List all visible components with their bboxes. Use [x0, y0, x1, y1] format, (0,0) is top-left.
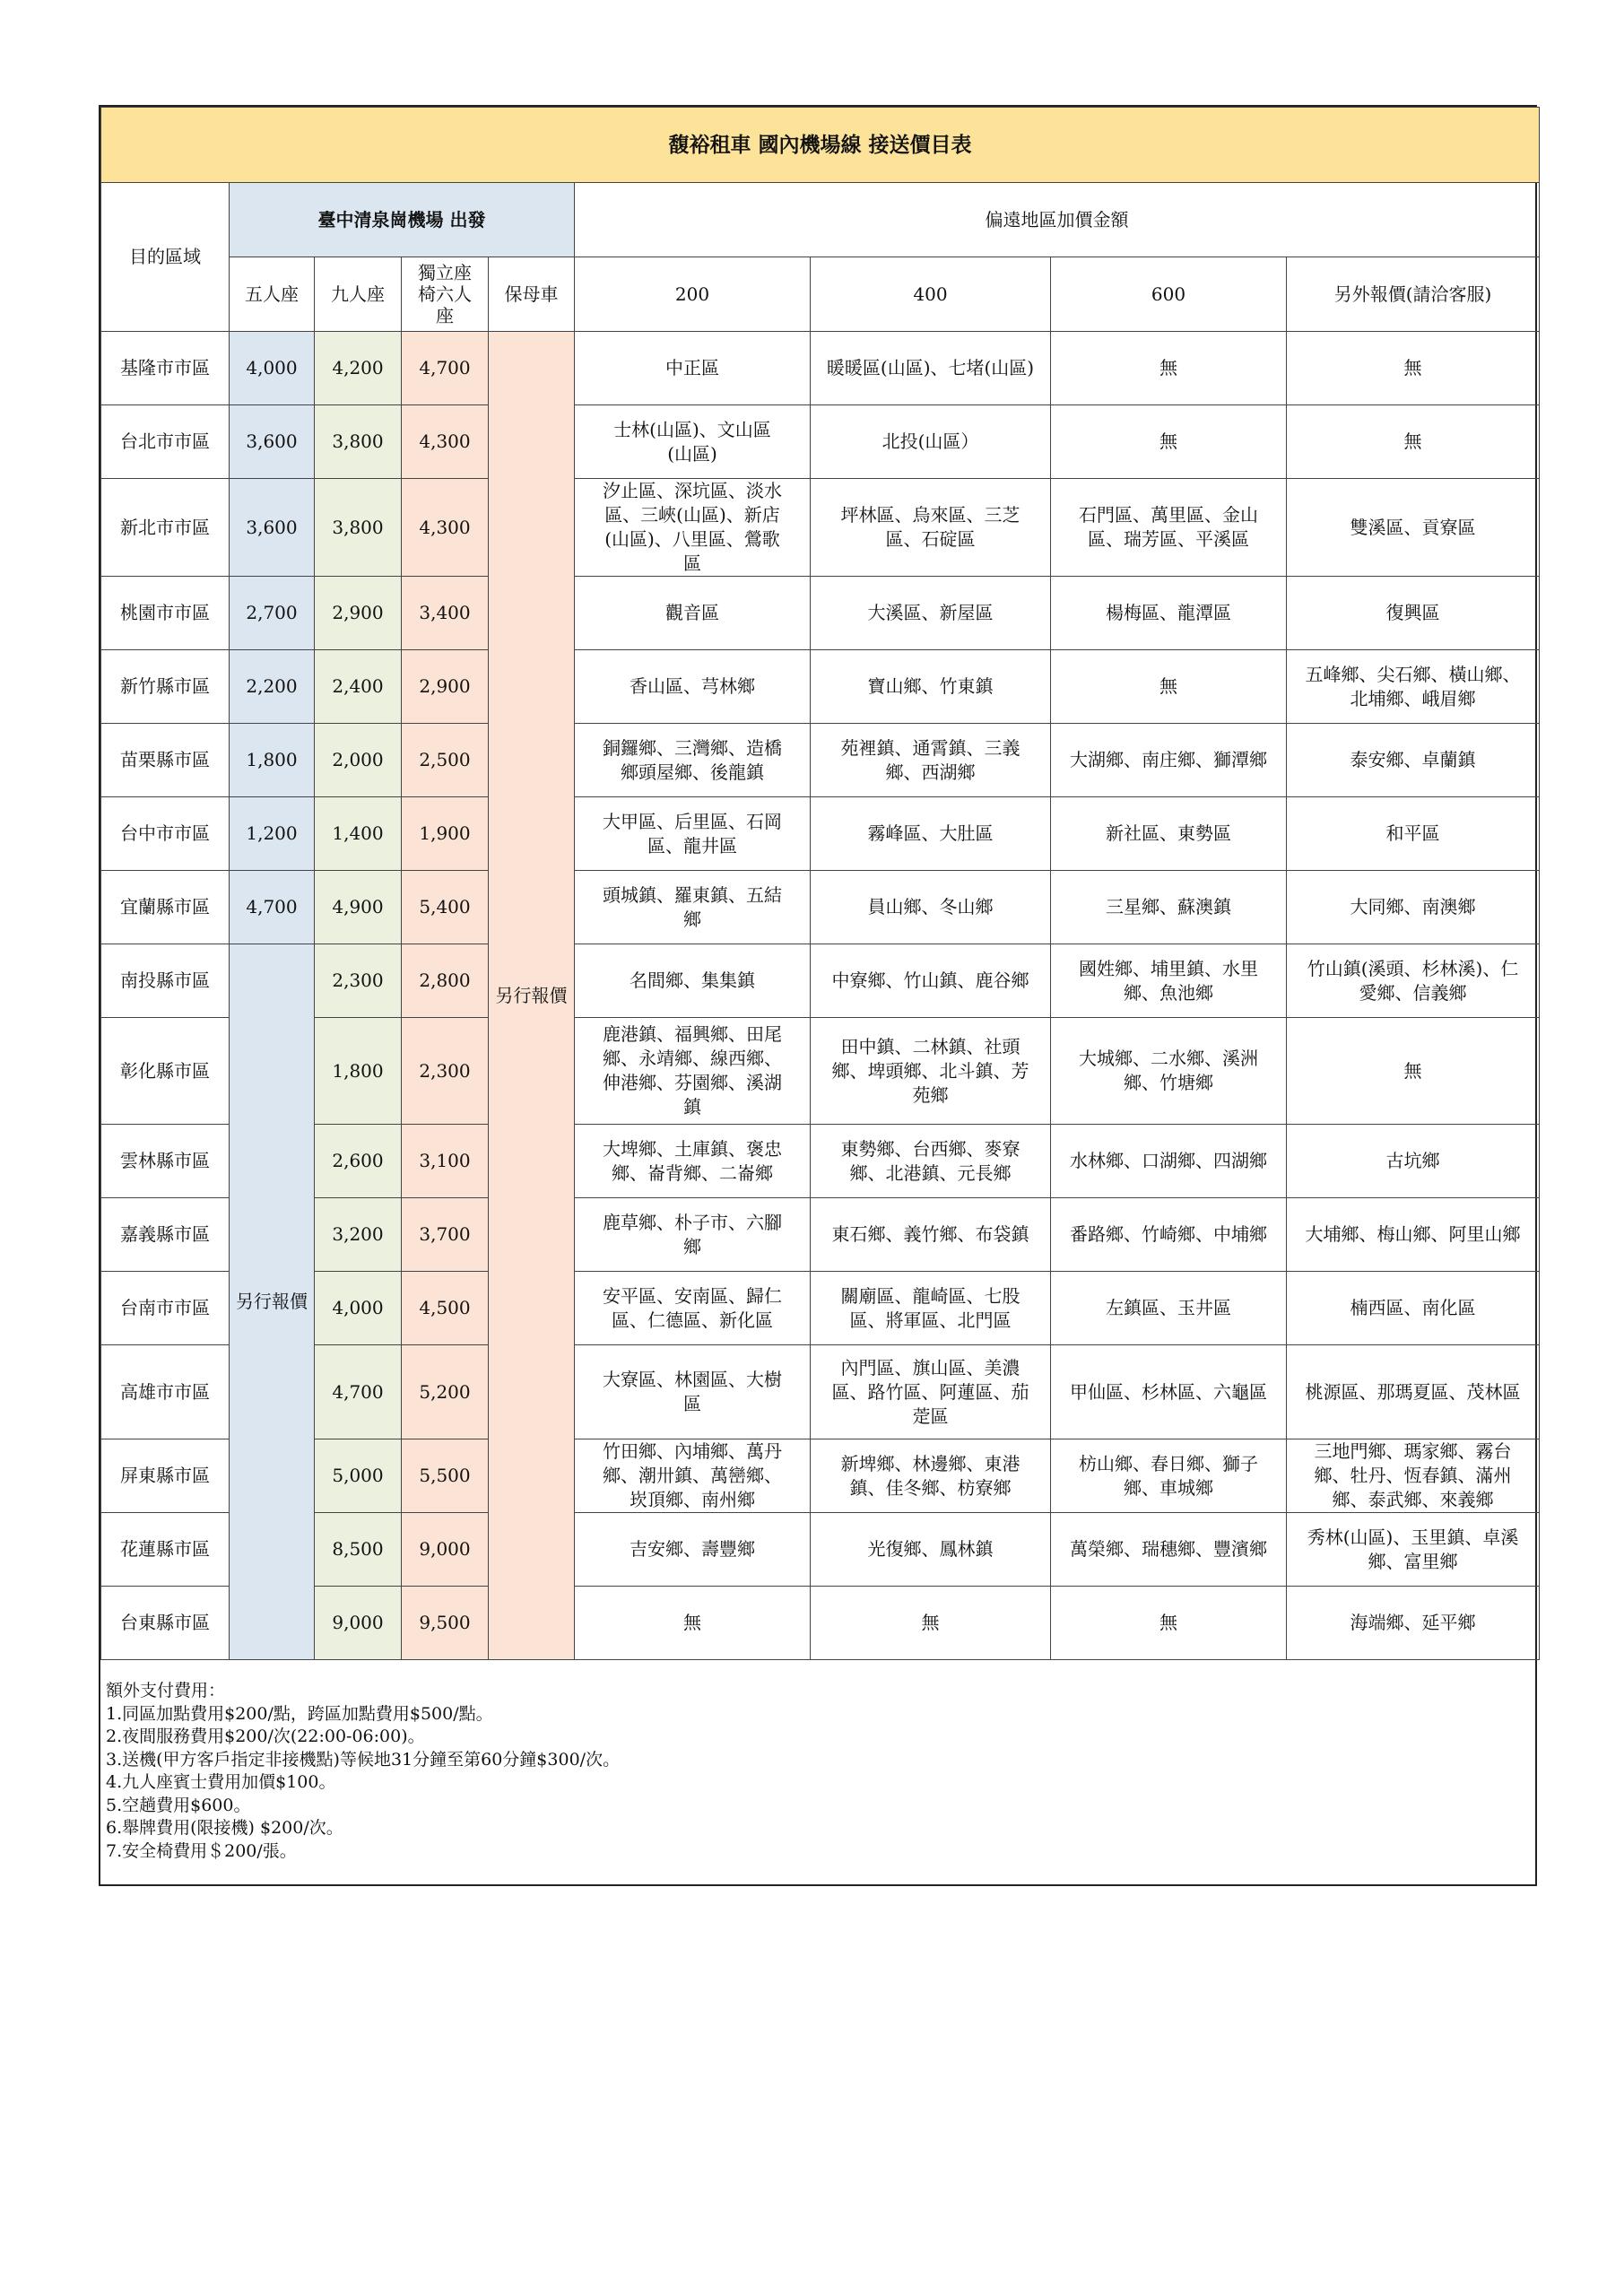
table-row [101, 1018, 1540, 1125]
seat-nine-header: 九人座 [315, 257, 402, 332]
region-cell: 雲林縣市區 [101, 1125, 230, 1198]
tier-600-cell [1051, 479, 1287, 577]
tier-200-cell-text: 鹿草鄉、朴子市、六腳鄉 [603, 1211, 782, 1257]
tier-600-cell-text: 無 [1159, 675, 1177, 697]
tier-600-cell-text: 新社區、東勢區 [1106, 822, 1231, 844]
tier-other-cell-text: 大埔鄉、梅山鄉、阿里山鄉 [1305, 1223, 1521, 1245]
tier-other-cell-text: 古坑鄉 [1385, 1150, 1440, 1171]
six-seat-price: 5,500 [402, 1439, 489, 1513]
tier-400-cell-text: 員山鄉、冬山鄉 [867, 896, 994, 918]
tier-other-cell [1287, 724, 1540, 797]
tier-400-cell [811, 1198, 1051, 1272]
note-item: 7.安全椅費用＄200/張。 [106, 1840, 297, 1861]
table-row [101, 944, 1540, 1018]
tier-600-cell [1051, 1018, 1287, 1125]
nine-seat-price: 2,600 [315, 1125, 402, 1198]
tier-other-cell [1287, 479, 1540, 577]
table-row [101, 1587, 1540, 1660]
tier-other-cell [1287, 797, 1540, 871]
seat-six-header [402, 257, 489, 332]
tier-400-cell-text: 田中鎮、二林鎮、社頭鄉、埤頭鄉、北斗鎮、芳苑鄉 [831, 1035, 1029, 1106]
tier-other-cell [1287, 871, 1540, 944]
table-row [101, 1272, 1540, 1345]
tier-600-cell-text: 楊梅區、龍潭區 [1106, 602, 1231, 623]
six-seat-price: 2,800 [402, 944, 489, 1018]
tier-200-cell-text: 大埤鄉、土庫鎮、褒忠鄉、崙背鄉、二崙鄉 [603, 1137, 782, 1184]
tier-200-cell [575, 1587, 811, 1660]
tier-400-cell-text: 苑裡鎮、通霄鎮、三義鄉、西湖鄉 [840, 736, 1020, 783]
tier-400-cell-text: 無 [921, 1612, 940, 1633]
tier-other-cell-text: 無 [1403, 357, 1422, 378]
tier-400-cell [811, 944, 1051, 1018]
tier-other-cell-text: 海端鄉、延平鄉 [1350, 1612, 1476, 1633]
price-table [100, 107, 1540, 1660]
six-seat-price: 9,000 [402, 1513, 489, 1587]
tier-other-cell-text: 楠西區、南化區 [1350, 1297, 1476, 1318]
nine-seat-price: 4,700 [315, 1345, 402, 1439]
tier-other-cell [1287, 577, 1540, 650]
note-item: 1.同區加點費用$200/點，跨區加點費用$500/點。 [106, 1703, 493, 1724]
tier-200-cell-text: 士林(山區)、文山區(山區) [613, 418, 771, 465]
region-cell: 花蓮縣市區 [101, 1513, 230, 1587]
tier-200-cell [575, 479, 811, 577]
nine-seat-price: 8,500 [315, 1513, 402, 1587]
tier-400-cell-text: 東勢鄉、台西鄉、麥寮鄉、北港鎮、元長鄉 [840, 1137, 1020, 1184]
tier-400-cell-text: 寶山鄉、竹東鎮 [867, 675, 994, 697]
tier-other-cell-text: 秀林(山區)、玉里鎮、卓溪鄉、富里鄉 [1307, 1526, 1519, 1572]
table-row [101, 577, 1540, 650]
extra-fees-notes [100, 1660, 1535, 1884]
region-cell: 基隆市市區 [101, 332, 230, 405]
tier-400-cell [811, 797, 1051, 871]
tier-other-cell-text: 復興區 [1385, 602, 1440, 623]
tier-other-cell-text: 桃源區、那瑪夏區、茂林區 [1305, 1380, 1521, 1403]
tier-other-header: 另外報價(請洽客服) [1287, 257, 1540, 332]
six-seat-price: 3,100 [402, 1125, 489, 1198]
nine-seat-price: 2,900 [315, 577, 402, 650]
nine-seat-price: 9,000 [315, 1587, 402, 1660]
nine-seat-price: 3,200 [315, 1198, 402, 1272]
five-seat-price: 2,200 [230, 650, 315, 724]
region-cell: 彰化縣市區 [101, 1018, 230, 1125]
tier-200-cell-text: 觀音區 [665, 602, 719, 623]
tier-400-cell-text: 中寮鄉、竹山鎮、鹿谷鄉 [831, 970, 1029, 991]
tier-400-cell [811, 650, 1051, 724]
five-seat-price: 1,200 [230, 797, 315, 871]
origin-header: 臺中清泉崗機場 出發 [230, 183, 575, 257]
tier-200-cell-text: 銅鑼鄉、三灣鄉、造橋鄉頭屋鄉、後龍鎮 [603, 736, 782, 783]
tier-other-cell [1287, 332, 1540, 405]
table-row [101, 650, 1540, 724]
table-row [101, 405, 1540, 479]
tier-400-cell-text: 新埤鄉、林邊鄉、東港鎮、佳冬鄉、枋寮鄉 [840, 1452, 1020, 1499]
six-seat-price: 4,300 [402, 405, 489, 479]
surcharge-header: 偏遠地區加價金額 [575, 183, 1540, 257]
note-item: 3.送機(甲方客戶指定非接機點)等候地31分鐘至第60分鐘$300/次。 [106, 1749, 621, 1770]
nine-seat-price: 3,800 [315, 479, 402, 577]
table-row [101, 1513, 1540, 1587]
table-row [101, 797, 1540, 871]
tier-other-cell-text: 和平區 [1385, 822, 1440, 844]
nine-seat-price: 5,000 [315, 1439, 402, 1513]
tier-200-cell-text: 無 [683, 1612, 701, 1633]
tier-200-cell-text: 汐止區、深坑區、淡水區、三峽(山區)、新店(山區)、八里區、鶯歌區 [603, 480, 782, 574]
six-seat-price: 2,300 [402, 1018, 489, 1125]
tier-200-cell-text: 吉安鄉、壽豐鄉 [630, 1538, 755, 1560]
tier-other-cell [1287, 1272, 1540, 1345]
tier-other-cell-text: 無 [1403, 430, 1422, 452]
tier-200-header: 200 [575, 257, 811, 332]
tier-other-cell [1287, 1513, 1540, 1587]
tier-200-cell-text: 頭城鎮、羅東鎮、五結鄉 [603, 883, 782, 930]
table-row [101, 332, 1540, 405]
tier-400-cell [811, 871, 1051, 944]
tier-600-header: 600 [1051, 257, 1287, 332]
tier-200-cell-text: 香山區、芎林鄉 [630, 675, 755, 697]
region-cell: 高雄市市區 [101, 1345, 230, 1439]
tier-200-cell-text: 中正區 [665, 357, 719, 378]
tier-600-cell [1051, 797, 1287, 871]
table-row [101, 1345, 1540, 1439]
six-seat-price: 2,900 [402, 650, 489, 724]
seat-six-label: 獨立座椅六人座 [418, 262, 472, 326]
six-seat-price: 1,900 [402, 797, 489, 871]
tier-other-cell-text: 竹山鎮(溪頭、杉林溪)、仁愛鄉、信義鄉 [1307, 957, 1519, 1004]
note-item: 4.九人座賓士費用加價$100。 [106, 1772, 336, 1792]
tier-200-cell [575, 1018, 811, 1125]
tier-400-cell [811, 479, 1051, 577]
nine-seat-price: 1,800 [315, 1018, 402, 1125]
five-seat-price: 1,800 [230, 724, 315, 797]
tier-600-cell [1051, 577, 1287, 650]
tier-other-cell-text: 無 [1403, 1059, 1422, 1082]
table-row [101, 1125, 1540, 1198]
tier-600-cell-text: 無 [1159, 357, 1177, 378]
six-seat-price: 2,500 [402, 724, 489, 797]
tier-600-cell-text: 無 [1159, 430, 1177, 452]
tier-200-cell-text: 竹田鄉、內埔鄉、萬丹鄉、潮卅鎮、萬巒鄉、崁頂鄉、南州鄉 [603, 1440, 782, 1510]
tier-400-cell [811, 1018, 1051, 1125]
tier-other-cell [1287, 1198, 1540, 1272]
region-cell: 南投縣市區 [101, 944, 230, 1018]
tier-600-cell-text: 石門區、萬里區、金山區、瑞芳區、平溪區 [1079, 504, 1258, 550]
nine-seat-price: 4,900 [315, 871, 402, 944]
note-item: 6.舉牌費用(限接機) $200/次。 [106, 1818, 343, 1838]
six-seat-price: 4,300 [402, 479, 489, 577]
tier-600-cell [1051, 724, 1287, 797]
seat-five-header: 五人座 [230, 257, 315, 332]
tier-600-cell [1051, 405, 1287, 479]
tier-200-cell [575, 332, 811, 405]
price-sheet [99, 105, 1537, 1886]
tier-200-cell [575, 1513, 811, 1587]
tier-other-cell [1287, 650, 1540, 724]
tier-400-cell-text: 內門區、旗山區、美濃區、路竹區、阿蓮區、茄萣區 [831, 1356, 1029, 1427]
nine-seat-price: 2,000 [315, 724, 402, 797]
region-cell: 新北市市區 [101, 479, 230, 577]
tier-600-cell-text: 國姓鄉、埔里鎮、水里鄉、魚池鄉 [1079, 957, 1258, 1004]
tier-400-cell-text: 霧峰區、大肚區 [867, 822, 994, 844]
tier-200-cell [575, 1272, 811, 1345]
table-row [101, 724, 1540, 797]
tier-400-cell [811, 405, 1051, 479]
tier-600-cell-text: 甲仙區、杉林區、六龜區 [1070, 1380, 1267, 1403]
tier-600-cell-text: 三星鄉、蘇澳鎮 [1106, 896, 1231, 918]
tier-600-cell [1051, 1345, 1287, 1439]
nine-seat-price: 1,400 [315, 797, 402, 871]
tier-200-cell-text: 安平區、安南區、歸仁區、仁德區、新化區 [603, 1284, 782, 1331]
tier-other-cell [1287, 1345, 1540, 1439]
tier-600-cell-text: 水林鄉、口湖鄉、四湖鄉 [1070, 1150, 1267, 1171]
tier-200-cell [575, 797, 811, 871]
tier-200-cell-text: 大甲區、后里區、石岡區、龍井區 [603, 810, 782, 857]
tier-200-cell [575, 650, 811, 724]
tier-400-cell [811, 1587, 1051, 1660]
tier-600-cell [1051, 1125, 1287, 1198]
five-seat-price: 2,700 [230, 577, 315, 650]
tier-600-cell-text: 大湖鄉、南庄鄉、獅潭鄉 [1070, 749, 1267, 770]
nine-seat-price: 4,200 [315, 332, 402, 405]
tier-other-cell [1287, 1018, 1540, 1125]
page-title: 馥裕租車 國內機場線 接送價目表 [101, 108, 1540, 183]
tier-400-cell [811, 1439, 1051, 1513]
tier-400-cell [811, 332, 1051, 405]
note-item: 5.空趟費用$600。 [106, 1795, 251, 1815]
tier-600-cell-text: 萬榮鄉、瑞穗鄉、豐濱鄉 [1070, 1538, 1267, 1560]
five-seat-price: 4,000 [230, 332, 315, 405]
tier-600-cell-text: 枋山鄉、春日鄉、獅子鄉、車城鄉 [1079, 1452, 1258, 1499]
nanny-car-quote-note: 另行報價 [489, 332, 575, 1660]
tier-600-cell-text: 大城鄉、二水鄉、溪洲鄉、竹塘鄉 [1079, 1048, 1258, 1093]
tier-400-cell-text: 坪林區、烏來區、三芝區、石碇區 [840, 504, 1020, 550]
tier-400-cell-text: 東石鄉、義竹鄉、布袋鎮 [831, 1223, 1029, 1245]
tier-200-cell [575, 1439, 811, 1513]
tier-400-header: 400 [811, 257, 1051, 332]
table-row [101, 479, 1540, 577]
tier-600-cell [1051, 1513, 1287, 1587]
tier-400-cell [811, 724, 1051, 797]
five-seat-price: 3,600 [230, 405, 315, 479]
tier-other-cell [1287, 405, 1540, 479]
tier-400-cell [811, 577, 1051, 650]
tier-400-cell [811, 1272, 1051, 1345]
destination-header: 目的區域 [101, 183, 230, 332]
nanny-car-header: 保母車 [489, 257, 575, 332]
tier-600-cell [1051, 1439, 1287, 1513]
tier-600-cell-text: 番路鄉、竹崎鄉、中埔鄉 [1070, 1223, 1267, 1245]
five-seat-quote-note: 另行報價 [230, 944, 315, 1660]
tier-400-cell [811, 1125, 1051, 1198]
tier-other-cell-text: 雙溪區、貢寮區 [1350, 516, 1476, 538]
tier-other-cell-text: 五峰鄉、尖石鄉、橫山鄉、北埔鄉、峨眉鄉 [1305, 663, 1521, 709]
five-seat-price: 4,700 [230, 871, 315, 944]
tier-400-cell [811, 1345, 1051, 1439]
tier-200-cell [575, 724, 811, 797]
region-cell: 台東縣市區 [101, 1587, 230, 1660]
tier-400-cell-text: 光復鄉、鳳林鎮 [867, 1538, 994, 1560]
region-cell: 苗栗縣市區 [101, 724, 230, 797]
tier-600-cell [1051, 1272, 1287, 1345]
note-item: 2.夜間服務費用$200/次(22:00-06:00)。 [106, 1726, 425, 1746]
tier-other-cell [1287, 1439, 1540, 1513]
tier-600-cell [1051, 650, 1287, 724]
tier-400-cell-text: 北投(山區） [881, 430, 979, 452]
tier-other-cell [1287, 1125, 1540, 1198]
six-seat-price: 4,500 [402, 1272, 489, 1345]
region-cell: 嘉義縣市區 [101, 1198, 230, 1272]
nine-seat-price: 3,800 [315, 405, 402, 479]
six-seat-price: 9,500 [402, 1587, 489, 1660]
six-seat-price: 3,700 [402, 1198, 489, 1272]
six-seat-price: 3,400 [402, 577, 489, 650]
nine-seat-price: 2,400 [315, 650, 402, 724]
tier-400-cell [811, 1513, 1051, 1587]
tier-other-cell-text: 三地門鄉、瑪家鄉、霧台鄉、牡丹、恆春鎮、滿州鄉、泰武鄉、來義鄉 [1314, 1440, 1512, 1510]
tier-200-cell-text: 名間鄉、集集鎮 [630, 970, 755, 991]
tier-other-cell-text: 泰安鄉、卓蘭鎮 [1350, 749, 1476, 770]
tier-200-cell [575, 405, 811, 479]
tier-other-cell [1287, 1587, 1540, 1660]
tier-200-cell [575, 1198, 811, 1272]
region-cell: 宜蘭縣市區 [101, 871, 230, 944]
tier-600-cell-text: 左鎮區、玉井區 [1106, 1297, 1231, 1318]
region-cell: 台中市市區 [101, 797, 230, 871]
notes-heading: 額外支付費用： [106, 1681, 226, 1700]
region-cell: 台南市市區 [101, 1272, 230, 1345]
tier-600-cell [1051, 332, 1287, 405]
five-seat-price: 3,600 [230, 479, 315, 577]
tier-200-cell-text: 鹿港鎮、福興鄉、田尾鄉、永靖鄉、線西鄉、伸港鄉、芬園鄉、溪湖鎮 [603, 1023, 782, 1118]
six-seat-price: 4,700 [402, 332, 489, 405]
tier-200-cell [575, 871, 811, 944]
tier-400-cell-text: 關廟區、龍崎區、七股區、將軍區、北門區 [840, 1284, 1020, 1331]
table-row [101, 871, 1540, 944]
tier-other-cell [1287, 944, 1540, 1018]
region-cell: 桃園市市區 [101, 577, 230, 650]
nine-seat-price: 4,000 [315, 1272, 402, 1345]
nine-seat-price: 2,300 [315, 944, 402, 1018]
table-row [101, 1439, 1540, 1513]
tier-200-cell [575, 1125, 811, 1198]
region-cell: 新竹縣市區 [101, 650, 230, 724]
tier-600-cell [1051, 1198, 1287, 1272]
six-seat-price: 5,200 [402, 1345, 489, 1439]
tier-other-cell-text: 大同鄉、南澳鄉 [1350, 896, 1476, 918]
tier-200-cell-text: 大寮區、林園區、大樹區 [603, 1369, 782, 1414]
tier-600-cell-text: 無 [1159, 1612, 1177, 1633]
tier-400-cell-text: 暖暖區(山區)、七堵(山區) [826, 357, 1035, 378]
six-seat-price: 5,400 [402, 871, 489, 944]
tier-400-cell-text: 大溪區、新屋區 [867, 602, 994, 623]
tier-600-cell [1051, 871, 1287, 944]
region-cell: 屏東縣市區 [101, 1439, 230, 1513]
tier-200-cell [575, 944, 811, 1018]
region-cell: 台北市市區 [101, 405, 230, 479]
tier-600-cell [1051, 1587, 1287, 1660]
tier-200-cell [575, 577, 811, 650]
table-row [101, 1198, 1540, 1272]
tier-600-cell [1051, 944, 1287, 1018]
tier-200-cell [575, 1345, 811, 1439]
